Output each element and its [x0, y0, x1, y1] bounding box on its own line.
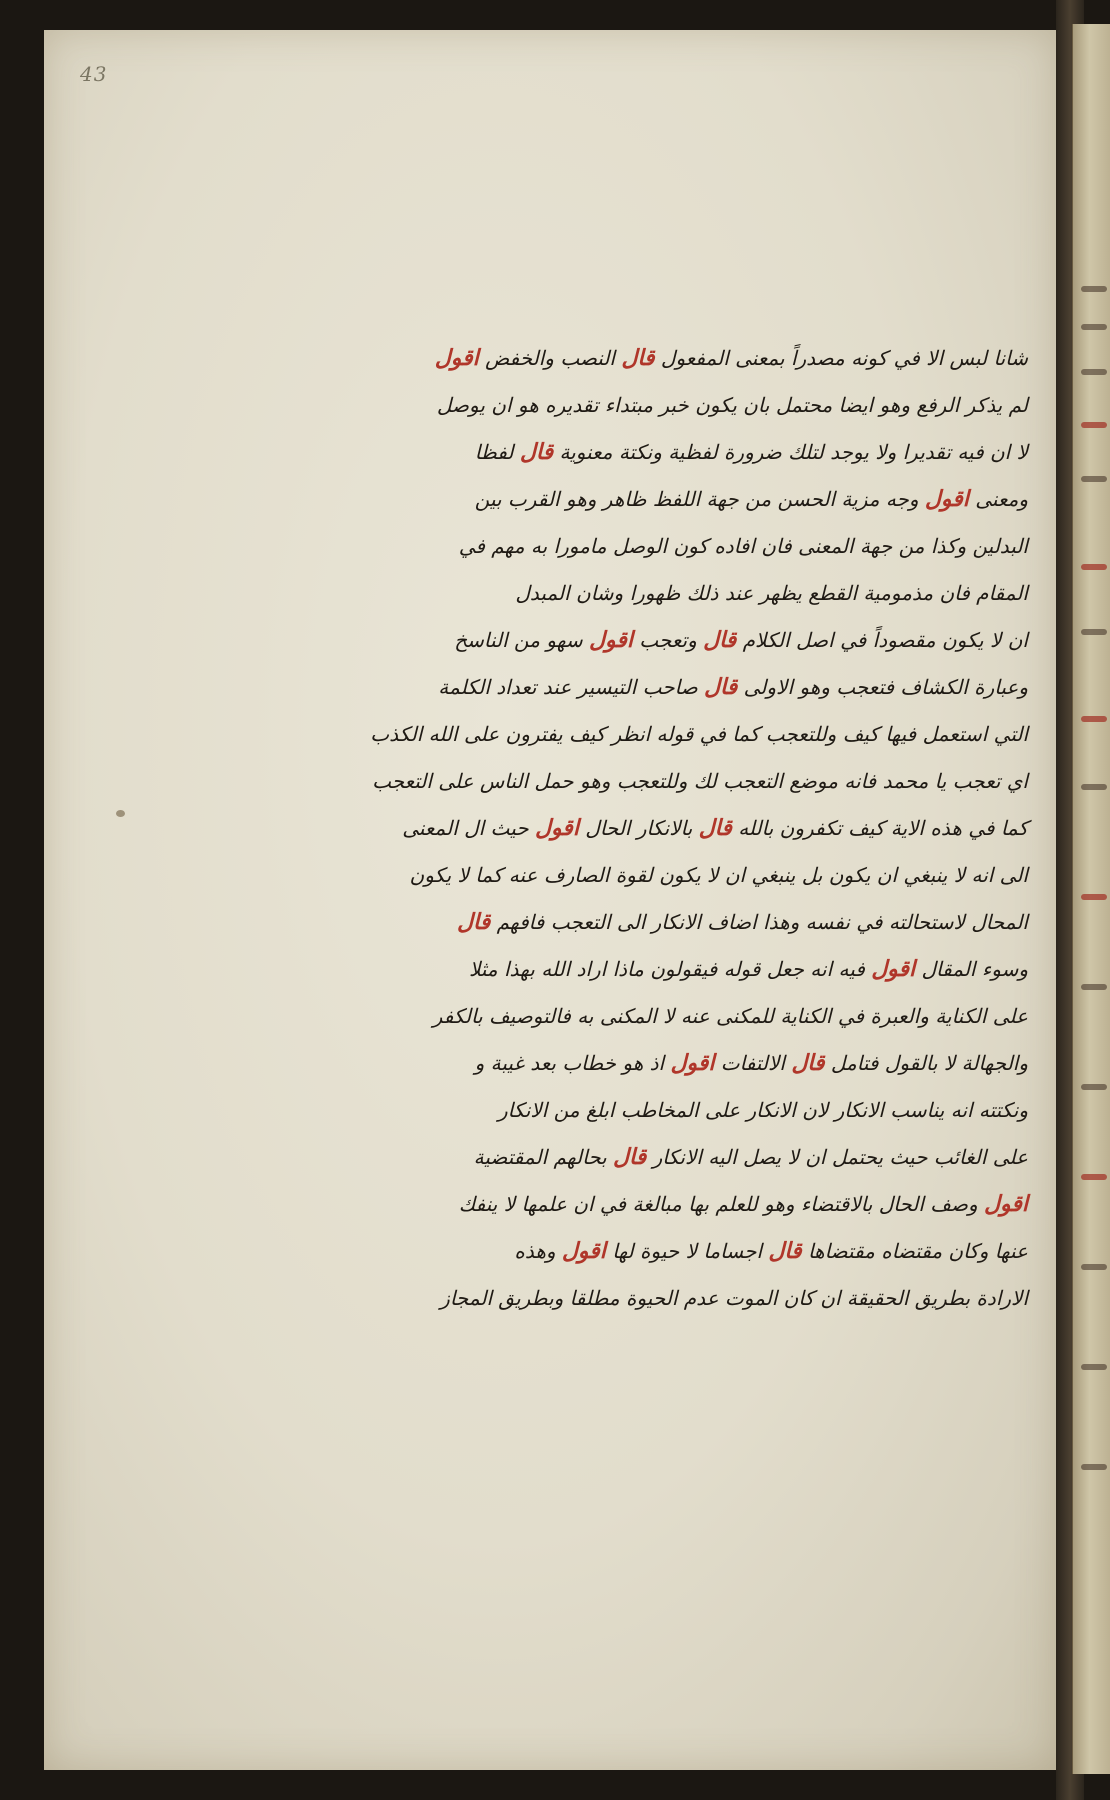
- rubric-word: قال: [703, 628, 737, 653]
- folio-number: 43: [80, 62, 108, 86]
- text-line: [434, 335, 1028, 382]
- text-line: [448, 1134, 1028, 1181]
- text-segment: اي تعجب يا محمد فانه موضع التعجب لك وللتعجب وهو حمل الناس على التعجب: [372, 769, 1028, 793]
- text-segment: البدلين وكذا من جهة المعنى فان افاده كون الوصل مامورا به مهم في: [458, 534, 1028, 558]
- text-segment: حيث ال المعنى: [402, 816, 535, 840]
- rubric-word: قال: [457, 910, 491, 935]
- text-segment: عنها وكان مقتضاه مقتضاها: [801, 1239, 1028, 1263]
- text-segment: لم يذكر الرفع وهو ايضا محتمل بان يكون خبر مبتداء تقديره هو ان يوصل: [436, 393, 1028, 417]
- text-line: [436, 382, 1028, 429]
- text-segment: لا ان فيه تقديرا ولا يوجد لتلك ضرورة لفظية ونكتة معنوية: [553, 440, 1028, 464]
- text-segment: المقام فان مذمومية القطع يظهر عند ذلك ظهورا وشان المبدل: [515, 581, 1028, 605]
- text-line: [438, 664, 1028, 711]
- text-segment: وجه مزية الحسن من جهة اللفظ ظاهر وهو القرب بين: [474, 487, 925, 511]
- text-line: [448, 429, 1028, 476]
- text-line: [372, 758, 1028, 805]
- text-line: [370, 711, 1028, 758]
- leaf-rubric-fragment: [1081, 564, 1107, 570]
- text-segment: النصب والخفض: [478, 346, 622, 370]
- rubric-word: قال: [519, 440, 554, 465]
- text-segment: على الغائب حيث يحتمل ان لا يصل اليه الانكار: [646, 1145, 1028, 1169]
- text-line: [409, 852, 1028, 899]
- leaf-rubric-fragment: [1081, 716, 1107, 722]
- rubric-word: قال: [698, 816, 732, 841]
- leaf-text-fragment: [1081, 629, 1107, 635]
- text-segment: والجهالة لا بالقول فتامل: [824, 1051, 1028, 1075]
- text-segment: وصف الحال بالاقتضاء وهو للعلم بها مبالغة في ان علمها لا ينفك: [458, 1192, 985, 1216]
- text-line: [448, 899, 1028, 946]
- rubric-word: قال: [791, 1051, 825, 1076]
- text-line: [448, 1087, 1028, 1134]
- rubric-word: اقول: [871, 957, 916, 982]
- rubric-word: قال: [613, 1145, 647, 1170]
- text-segment: الى انه لا ينبغي ان يكون بل ينبغي ان لا يكون لقوة الصارف عنه كما لا يكون: [409, 863, 1028, 887]
- text-segment: اجساما لا حيوة لها: [605, 1239, 769, 1263]
- text-segment: سهو من الناسخ: [454, 628, 589, 652]
- leaf-text-fragment: [1081, 1084, 1107, 1090]
- text-segment: بحالهم المقتضية: [473, 1145, 614, 1169]
- leaf-rubric-fragment: [1081, 894, 1107, 900]
- text-line: [448, 570, 1028, 617]
- rubric-word: اقول: [924, 487, 969, 512]
- manuscript-text-block: [370, 335, 1028, 1322]
- text-segment: ونكتته انه يناسب الانكار لان الانكار على المخاطب ابلغ من الانكار: [498, 1098, 1028, 1122]
- text-line: [440, 1275, 1028, 1322]
- text-line: [402, 805, 1028, 852]
- leaf-rubric-fragment: [1081, 1174, 1107, 1180]
- text-line: [448, 476, 1028, 523]
- rubric-word: قال: [704, 675, 738, 700]
- text-line: [448, 523, 1028, 570]
- text-segment: بالانكار الحال: [578, 816, 699, 840]
- rubric-word: اقول: [434, 346, 479, 371]
- leaf-text-fragment: [1081, 369, 1107, 375]
- rubric-word: اقول: [588, 628, 633, 653]
- leaf-text-fragment: [1081, 1364, 1107, 1370]
- leaf-text-fragment: [1081, 784, 1107, 790]
- text-line: [448, 1181, 1028, 1228]
- text-segment: وعبارة الكشاف فتعجب وهو الاولى: [737, 675, 1028, 699]
- text-segment: وتعجب: [632, 628, 704, 652]
- adjacent-leaf-edge: [1072, 24, 1110, 1774]
- text-segment: ان لا يكون مقصوداً في اصل الكلام: [736, 628, 1028, 652]
- leaf-rubric-fragment: [1081, 422, 1107, 428]
- rubric-word: قال: [768, 1239, 802, 1264]
- leaf-text-fragment: [1081, 476, 1107, 482]
- text-segment: التي استعمل فيها كيف وللتعجب كما في قوله انظر كيف يفترون على الله الكذب: [370, 722, 1028, 746]
- rubric-word: اقول: [561, 1239, 606, 1264]
- text-segment: لفظا: [474, 440, 520, 464]
- text-line: [448, 1228, 1028, 1275]
- text-segment: ومعنى: [968, 487, 1028, 511]
- text-segment: فيه انه جعل قوله فيقولون ماذا اراد الله بهذا مثلا: [468, 957, 872, 981]
- leaf-text-fragment: [1081, 1264, 1107, 1270]
- leaf-text-fragment: [1081, 984, 1107, 990]
- leaf-text-fragment: [1081, 286, 1107, 292]
- text-segment: شانا لبس الا في كونه مصدراً بمعنى المفعول: [654, 346, 1028, 370]
- leaf-text-fragment: [1081, 1464, 1107, 1470]
- text-line: [448, 617, 1028, 664]
- ink-stain: [116, 810, 125, 817]
- rubric-word: اقول: [670, 1051, 715, 1076]
- text-line: [448, 1040, 1028, 1087]
- text-segment: المحال لاستحالته في نفسه وهذا اضاف الانكار الى التعجب فافهم: [490, 910, 1028, 934]
- rubric-word: قال: [621, 346, 655, 371]
- text-segment: كما في هذه الاية كيف تكفرون بالله: [731, 816, 1028, 840]
- text-segment: وهذه: [514, 1239, 562, 1263]
- text-line: [448, 946, 1028, 993]
- rubric-word: اقول: [984, 1192, 1028, 1217]
- text-segment: صاحب التيسير عند تعداد الكلمة: [438, 675, 705, 699]
- text-segment: اذ هو خطاب بعد غيبة و: [474, 1051, 671, 1075]
- text-line: [432, 993, 1028, 1040]
- text-segment: على الكناية والعبرة في الكناية للمكنى عنه لا المكنى به فالتوصيف بالكفر: [432, 1004, 1028, 1028]
- text-segment: وسوء المقال: [915, 957, 1028, 981]
- text-segment: الارادة بطريق الحقيقة ان كان الموت عدم الحيوة مطلقا وبطريق المجاز: [440, 1286, 1028, 1310]
- rubric-word: اقول: [534, 816, 579, 841]
- leaf-text-fragment: [1081, 324, 1107, 330]
- text-segment: الالتفات: [714, 1051, 792, 1075]
